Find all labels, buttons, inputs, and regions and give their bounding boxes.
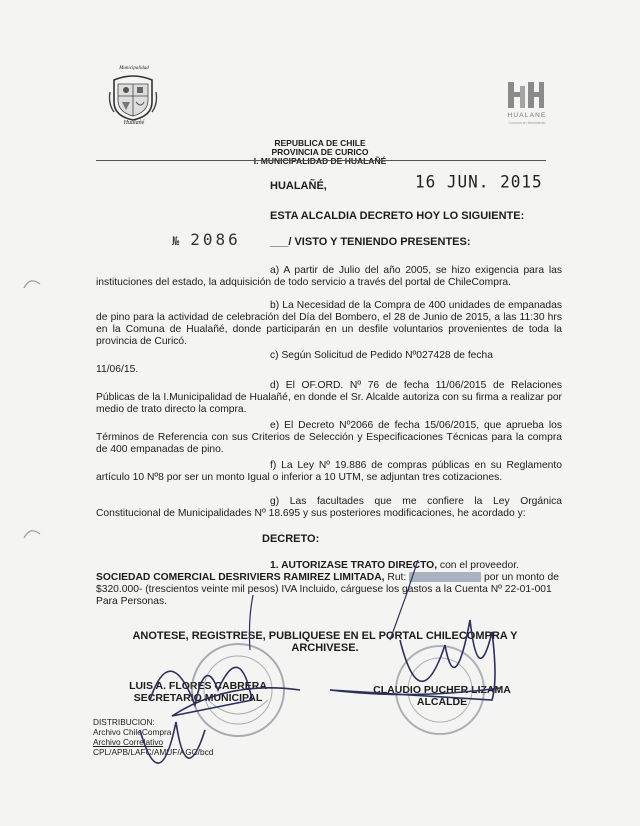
anotese-line-2: ARCHIVESE. xyxy=(291,642,359,654)
header-municipality: I. MUNICIPALIDAD DE HUALAÑÉ xyxy=(253,156,387,166)
considerando-d: d) El OF.ORD. Nº 76 de fecha 11/06/2015 de Relaciones Públicas de la I.Municipalidad de Hualañé, en donde el Sr. Alcalde autoriza con su firma a realizar por medio de trato directo la compra. xyxy=(96,380,562,415)
article-1-lead-rest: con el proveedor. xyxy=(437,560,519,571)
secretary-name: LUIS A. FLORES CABRERA xyxy=(129,680,267,692)
mayor-title: ALCALDE xyxy=(416,696,468,708)
article-1-lead: 1. AUTORIZASE TRATO DIRECTO, xyxy=(270,560,438,571)
place-label: HUALAÑÉ, xyxy=(270,180,327,192)
hualane-logo-tagline: Comuna en Movimiento xyxy=(508,121,546,125)
distribution-heading: DISTRIBUCION: xyxy=(93,717,155,727)
header-republic: REPUBLICA DE CHILE xyxy=(274,138,366,148)
header-rule xyxy=(96,160,546,161)
provider-name: SOCIEDAD COMERCIAL DESRIVIERS RAMIREZ LIMITADA, xyxy=(96,572,385,583)
distribution-item: CPL/APB/LAFC/AMUF/AGC/bcd xyxy=(93,747,214,757)
article-1-rest: por un monto de $320.000- (trescientos veinte mil pesos) IVA Incluido, cárguese los gastos a la Cuenta Nº 22-01-001 Para Personas. xyxy=(96,572,559,607)
considerando-b: b) La Necesidad de la Compra de 400 unidades de empanadas de pino para la actividad de celebración del Día del Bombero, el 28 de Junio de 2015, a las 11:30 hrs en la Comuna de Hualañé, donde participarán en un desfile voluntarios provenientes de toda la provincia de Curicó. xyxy=(96,300,562,347)
considerando-f: f) La Ley Nº 19.886 de compras públicas en su Reglamento artículo 10 Nº8 por ser un monto Igual o inferior a 10 UTM, se adjuntan tres cotizaciones. xyxy=(96,460,562,483)
crest-top-text: Municipalidad xyxy=(119,66,149,71)
crest-bottom-text: Hualañé xyxy=(123,120,145,126)
secretary-title: SECRETARIO MUNICIPAL xyxy=(133,692,263,704)
rut-label: Rut: xyxy=(384,572,410,583)
decreto-heading: DECRETO: xyxy=(262,533,320,545)
anotese-clause xyxy=(110,630,540,654)
municipal-crest-icon xyxy=(108,72,158,122)
anotese-line-1: ANOTESE, REGISTRESE, PUBLIQUESE EN EL PORTAL CHILECOMPRA Y xyxy=(132,630,518,642)
considerando-c-date: 11/06/15. xyxy=(96,364,139,375)
hualane-logo-icon xyxy=(506,80,546,110)
hualane-logo-name: HUALANE xyxy=(507,112,547,119)
decree-number xyxy=(172,230,241,249)
date-stamp: 16 JUN. 2015 xyxy=(415,171,543,192)
punch-hole-icon xyxy=(22,276,42,290)
redacted-rut xyxy=(409,572,481,582)
signature-secretary xyxy=(108,680,288,704)
distribution-item: Archivo Correlativo xyxy=(93,737,164,747)
distribution-item: Archivo ChileCompra xyxy=(93,727,172,737)
punch-hole-icon xyxy=(22,526,42,540)
header-province: PROVINCIA DE CURICO xyxy=(271,147,369,157)
signature-mayor xyxy=(352,684,532,708)
considerando-g: g) Las facultades que me confiere la Ley Orgánica Constitucional de Municipalidades Nº 18.695 y sus posteriores modificaciones, he acordado y: xyxy=(96,496,562,519)
distribution-list xyxy=(93,717,213,757)
mayor-name: CLAUDIO PUCHER LIZAMA xyxy=(373,684,511,696)
decree-intro: ESTA ALCALDIA DECRETO HOY LO SIGUIENTE: xyxy=(270,210,525,222)
considerando-a: a) A partir de Julio del año 2005, se hizo exigencia para las instituciones del estado, la adquisición de todo servicio a través del portal de ChileCompra. xyxy=(96,265,562,288)
considerando-c: c) Según Solicitud de Pedido Nº027428 de fecha xyxy=(270,350,494,361)
number-value: 2086 xyxy=(190,230,241,249)
number-prefix: № xyxy=(172,234,183,248)
visto-heading: ___/ VISTO Y TENIENDO PRESENTES: xyxy=(270,236,471,248)
considerando-e: e) El Decreto Nº2066 de fecha 15/06/2015, que aprueba los Términos de Referencia con sus Criterios de Selección y Especificaciones Técnicas para la compra de 400 empanadas de pino. xyxy=(96,420,562,455)
article-1 xyxy=(96,560,564,608)
